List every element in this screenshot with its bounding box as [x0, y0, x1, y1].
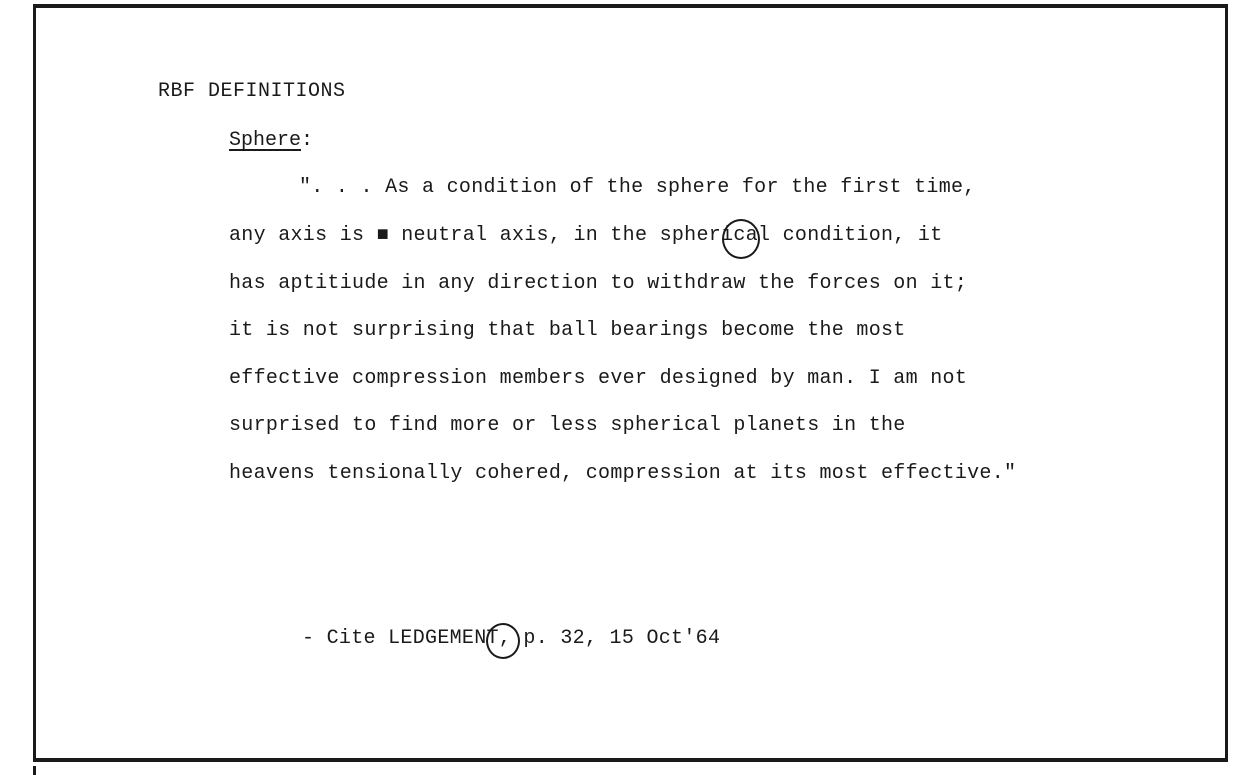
next-card-edge: [33, 766, 1230, 775]
term-label: [229, 129, 313, 152]
quote-line-1: ". . . As a condition of the sphere for the first time,: [299, 176, 976, 199]
term-word: Sphere: [229, 129, 302, 152]
quote-line-6: surprised to find more or less spherical planets in the: [229, 414, 906, 437]
handwritten-circle-mark-citation: [486, 623, 520, 659]
quote-line-3: has aptitiude in any direction to withdraw the forces on it;: [229, 272, 968, 295]
quote-line-7: heavens tensionally cohered, compression at its most effective.": [229, 462, 1017, 485]
quote-line-5: effective compression members ever designed by man. I am not: [229, 367, 968, 390]
quote-line-2: any axis is ■ neutral axis, in the spherical condition, it: [229, 224, 943, 247]
document-heading: RBF DEFINITIONS: [158, 80, 346, 103]
citation: - Cite LEDGEMENT, p. 32, 15 Oct'64: [302, 627, 721, 650]
quote-line-4: it is not surprising that ball bearings become the most: [229, 319, 906, 342]
term-colon: :: [301, 129, 314, 152]
handwritten-circle-mark: [722, 219, 760, 259]
